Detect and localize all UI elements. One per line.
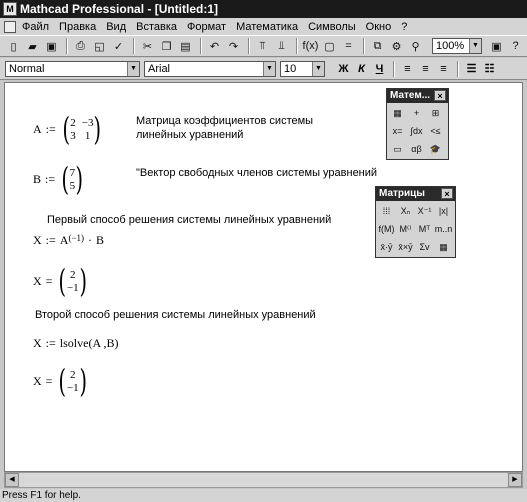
subscript-icon[interactable]: Xₙ [397, 203, 414, 219]
variable-a: A [33, 121, 42, 136]
status-bar [0, 489, 527, 502]
toolbar-separator [393, 61, 395, 77]
menu-view[interactable]: Вид [106, 20, 127, 33]
method-1-heading[interactable]: Первый способ решения системы линейных уравнений [47, 214, 332, 226]
matrix-a [70, 117, 93, 142]
range-variable-icon[interactable]: m..n [435, 221, 452, 237]
matrix-cell: 2 [70, 116, 76, 129]
right-paren: ) [93, 110, 102, 148]
vector-b [70, 167, 76, 192]
style-value: Normal [9, 62, 45, 75]
vector-cell: 7 [69, 166, 76, 179]
assign-operator: := [45, 233, 56, 247]
matrix-palette-buttons [376, 201, 455, 257]
toolbar-separator [133, 38, 135, 54]
equals-operator: = [45, 373, 53, 388]
standard-toolbar [0, 35, 527, 57]
align-right-icon[interactable]: ≡ [440, 62, 447, 75]
menu-file[interactable]: Файл [22, 20, 50, 33]
vector-b-comment[interactable]: "Вектор свободных членов системы уравнений [136, 167, 378, 179]
math-palette-title: Матем... [390, 90, 431, 101]
determinant-icon[interactable]: |x| [435, 203, 452, 219]
programming-toolbar-icon[interactable]: ▭ [389, 141, 406, 157]
insert-function-icon[interactable]: f(x) [302, 40, 319, 52]
menu-window[interactable]: Окно [365, 20, 392, 33]
matrix-a-definition[interactable] [33, 110, 104, 148]
transpose-icon[interactable]: Mᵀ [416, 221, 433, 237]
right-paren: ) [79, 362, 87, 400]
bullet-list-icon[interactable]: ☰ [466, 63, 477, 75]
math-palette[interactable] [386, 88, 449, 160]
variable-x: X [33, 373, 42, 388]
formatting-toolbar [0, 58, 527, 80]
matrix-a-comment[interactable]: Матрица коэффициентов системы линейных уравнений [136, 115, 314, 141]
equals-operator: = [45, 273, 53, 288]
cross-product-icon[interactable]: x̄×ȳ [397, 239, 414, 255]
zoom-select[interactable] [432, 38, 482, 54]
help-icon[interactable]: ? [512, 40, 519, 52]
scroll-left-icon[interactable]: ◀ [5, 473, 19, 487]
matrix-cell: −3 [81, 116, 94, 129]
menu-bar [0, 18, 527, 35]
vector-b-definition[interactable] [33, 160, 86, 198]
spell-check-icon[interactable]: ✓ [113, 40, 124, 53]
assign-operator: := [45, 121, 56, 136]
horizontal-scrollbar[interactable] [4, 472, 523, 488]
cut-icon[interactable]: ✂ [142, 40, 153, 53]
variable-x: X [33, 233, 42, 247]
vector-cell: −1 [66, 381, 79, 394]
zoom-value: 100% [436, 40, 465, 52]
vector-cell: 2 [70, 368, 76, 381]
toolbar-separator [248, 38, 250, 54]
matrix-palette[interactable] [375, 186, 456, 258]
right-paren: ) [79, 262, 87, 300]
left-paren: ( [61, 160, 70, 198]
vector-cell: 5 [69, 179, 76, 192]
boolean-toolbar-icon[interactable]: <≤ [427, 123, 444, 139]
method-2-heading[interactable]: Второй способ решения системы линейных уравнений [35, 309, 316, 321]
picture-icon[interactable]: ▦ [435, 239, 452, 255]
left-paren: ( [62, 110, 70, 148]
symbolic-toolbar-icon[interactable]: 🎓 [427, 141, 444, 157]
font-size-select[interactable] [280, 61, 325, 77]
chevron-down-icon[interactable]: ▼ [469, 39, 481, 53]
copy-icon[interactable]: ❐ [161, 40, 172, 53]
font-size-value: 10 [284, 62, 297, 75]
variable-b: B [96, 233, 105, 247]
tree-icon[interactable]: ⚲ [411, 40, 420, 53]
dot-product-icon[interactable]: x̄·ȳ [378, 239, 395, 255]
close-icon[interactable]: × [434, 90, 446, 101]
align-left-icon[interactable]: ≡ [404, 62, 411, 75]
vectorize-icon[interactable]: f(M) [378, 221, 395, 237]
toolbar-separator [66, 38, 68, 54]
left-paren: ( [58, 262, 67, 300]
numbered-list-icon[interactable]: ☷ [484, 63, 495, 75]
component-icon[interactable]: ⧉ [373, 39, 382, 52]
variable-x: X [33, 336, 42, 350]
redo-icon[interactable]: ↷ [228, 40, 239, 53]
style-select[interactable] [5, 61, 140, 77]
gear-icon[interactable]: ⚙ [391, 40, 402, 53]
print-preview-icon[interactable]: ◱ [94, 40, 105, 53]
matrix-insert-icon[interactable]: ⁞⁞⁞ [378, 203, 395, 219]
bold-button[interactable]: Ж [338, 62, 349, 75]
undo-icon[interactable]: ↶ [209, 40, 220, 53]
method-1-expression[interactable] [33, 233, 104, 248]
document-icon[interactable] [4, 21, 16, 33]
title-bar [0, 0, 527, 18]
assign-operator: := [45, 336, 56, 350]
vector-sum-icon[interactable]: Σv [416, 239, 433, 255]
lsolve-call: lsolve(A ,B) [59, 336, 119, 350]
matrix-palette-titlebar[interactable] [376, 187, 455, 201]
math-palette-titlebar[interactable] [387, 89, 448, 103]
chevron-down-icon[interactable]: ▼ [263, 62, 275, 76]
calculator-toolbar-icon[interactable]: ▦ [389, 105, 406, 121]
menu-math[interactable]: Математика [236, 20, 299, 33]
variable-x: X [33, 273, 42, 288]
align-center-icon[interactable]: ≡ [422, 62, 429, 75]
column-icon[interactable]: M⁽⁾ [397, 221, 414, 237]
save-icon[interactable]: ▣ [46, 40, 57, 53]
paste-icon[interactable]: ▤ [180, 40, 191, 53]
status-text: Press F1 for help. [2, 490, 81, 501]
underline-button[interactable]: Ч [375, 62, 384, 75]
graph-toolbar-icon[interactable]: + [408, 105, 425, 121]
menu-help[interactable]: ? [401, 20, 408, 33]
print-icon[interactable]: ⎙ [76, 39, 85, 52]
variable-a: A [59, 233, 69, 247]
scroll-right-icon[interactable]: ▶ [508, 473, 522, 487]
matrix-palette-title: Матрицы [379, 188, 425, 199]
result-1-vector [67, 269, 79, 294]
align-top-icon[interactable]: ⫪ [259, 39, 266, 52]
chevron-down-icon[interactable]: ▼ [312, 62, 324, 76]
method-2-expression[interactable] [33, 336, 118, 351]
chevron-down-icon[interactable]: ▼ [127, 62, 139, 76]
evaluation-toolbar-icon[interactable]: x= [389, 123, 406, 139]
insert-unit-icon[interactable]: ▢ [324, 40, 335, 53]
toolbar-separator [363, 38, 365, 54]
mathcad-app-icon[interactable]: M [3, 2, 17, 16]
open-folder-icon[interactable]: ▰ [28, 40, 37, 53]
matrix-toolbar-icon[interactable]: ⊞ [427, 105, 444, 121]
menu-insert[interactable]: Вставка [136, 20, 178, 33]
font-select[interactable] [144, 61, 276, 77]
toolbar-separator [457, 61, 459, 77]
close-icon[interactable]: × [441, 188, 453, 199]
font-value: Arial [148, 62, 171, 75]
menu-symbols[interactable]: Символы [308, 20, 356, 33]
inverse-icon[interactable]: X⁻¹ [416, 203, 433, 219]
toolbar-separator [296, 38, 298, 54]
inverse-exponent: (−1) [68, 233, 85, 243]
toolbar-separator [200, 38, 202, 54]
matrix-cell: 3 [70, 129, 76, 142]
math-palette-buttons [387, 103, 448, 159]
resource-center-icon[interactable]: ▣ [491, 40, 502, 53]
variable-b: B [33, 171, 42, 186]
new-file-icon[interactable]: ▯ [10, 40, 17, 53]
vector-cell: −1 [66, 281, 79, 294]
matrix-cell: 1 [84, 129, 91, 142]
calculate-icon[interactable]: = [345, 40, 352, 52]
result-2-evaluation[interactable] [33, 362, 89, 400]
dot-operator: · [88, 233, 93, 247]
align-bottom-icon[interactable]: ⫫ [278, 39, 285, 52]
greek-toolbar-icon[interactable]: αβ [408, 141, 425, 157]
left-paren: ( [58, 362, 67, 400]
result-2-vector [67, 369, 79, 394]
menu-format[interactable]: Формат [187, 20, 227, 33]
menu-edit[interactable]: Правка [59, 20, 97, 33]
calculus-toolbar-icon[interactable]: ∫dx [408, 123, 425, 139]
italic-button[interactable]: К [358, 62, 365, 75]
right-paren: ) [75, 160, 84, 198]
window-title: Mathcad Professional - [Untitled:1] [20, 2, 219, 16]
assign-operator: := [45, 171, 56, 186]
result-1-evaluation[interactable] [33, 262, 89, 300]
vector-cell: 2 [70, 268, 76, 281]
